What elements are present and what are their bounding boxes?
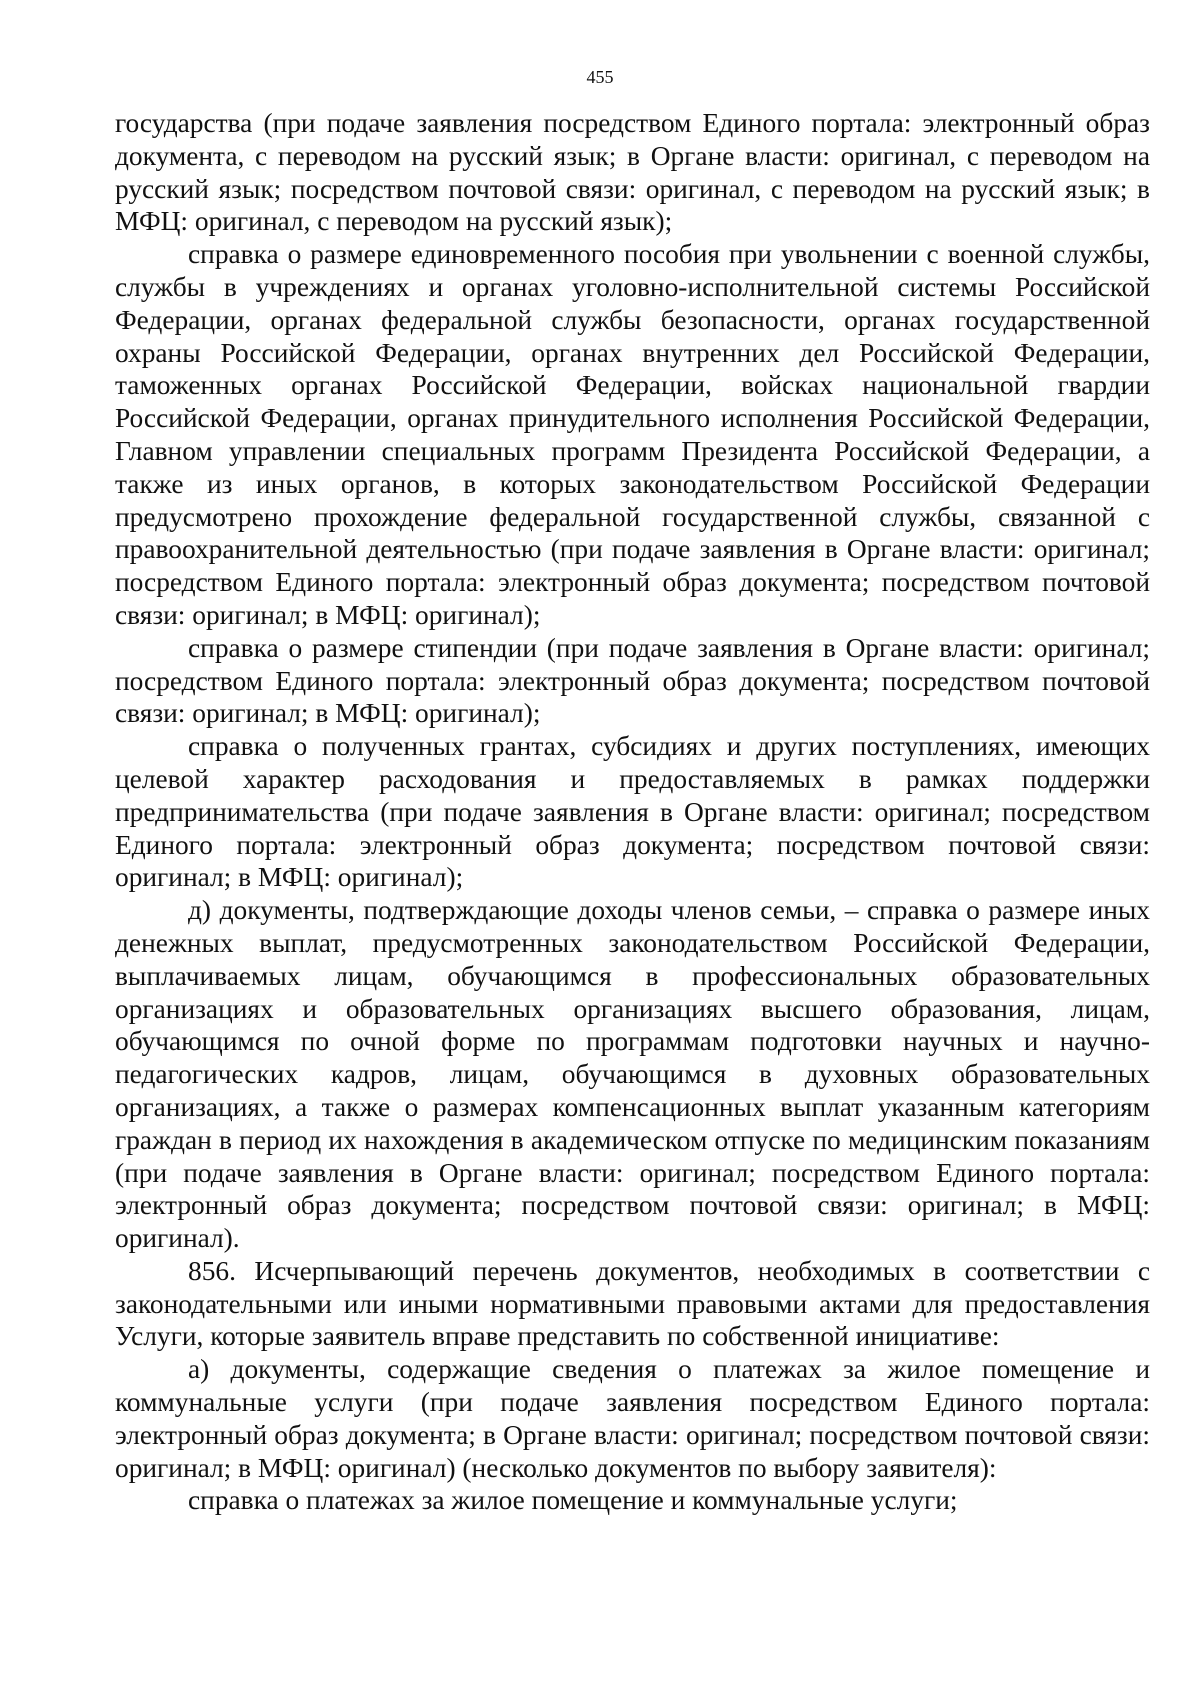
- page-number: 455: [586, 67, 614, 87]
- document-body: [115, 107, 1150, 1517]
- paragraph-continuation: государства (при подаче заявления посредством Единого портала: электронный образ документа, с переводом на русский язык; в Органе власти: оригинал, с переводом на русский язык; посредством почтовой связи: оригинал, с переводом на русский язык; в МФЦ: оригинал, с переводом на русский язык);: [115, 108, 1150, 237]
- paragraph-housing-payments-certificate: справка о платежах за жилое помещение и коммунальные услуги;: [188, 1485, 958, 1516]
- paragraph-severance-certificate: справка о размере единовременного пособия при увольнении с военной службы, службы в учреждениях и органах уголовно-исполнительной системы Российской Федерации, органах федеральной службы безопасности, органах государственной охраны Российской Федерации, органах внутренних дел Российской Федерации, таможенных органах Российской Федерации, войсках национальной гвардии Российской Федерации, органах принудительного исполнения Российской Федерации, Главном управлении специальных программ Президента Российской Федерации, а также из иных органов, в которых законодательством Российской Федерации предусмотрено прохождение федеральной государственной службы, связанной с правоохранительной деятельностью (при подаче заявления в Органе власти: оригинал; посредством Единого портала: электронный образ документа; посредством почтовой связи: оригинал; в МФЦ: оригинал);: [115, 239, 1150, 630]
- paragraph-item-a: а) документы, содержащие сведения о платежах за жилое помещение и коммунальные услуги (при подаче заявления посредством Единого портала: электронный образ документа; в Органе власти: оригинал; посредством почтовой связи: оригинал; в МФЦ: оригинал) (несколько документов по выбору заявителя):: [115, 1354, 1150, 1483]
- paragraph-grants-certificate: справка о полученных грантах, субсидиях и других поступлениях, имеющих целевой характер расходования и предоставляемых в рамках поддержки предпринимательства (при подаче заявления в Органе власти: оригинал; посредством Единого портала: электронный образ документа; посредством почтовой связи: оригинал; в МФЦ: оригинал);: [115, 731, 1150, 893]
- paragraph-stipend-certificate: справка о размере стипендии (при подаче заявления в Органе власти: оригинал; посредством Единого портала: электронный образ документа; посредством почтовой связи: оригинал; в МФЦ: оригинал);: [115, 632, 1150, 729]
- paragraph-item-d: д) документы, подтверждающие доходы членов семьи, – справка о размере иных денежных выплат, предусмотренных законодательством Российской Федерации, выплачиваемых лицам, обучающимся в профессиональных образовательных организациях и образовательных организациях высшего образования, лицам, обучающимся по очной форме по программам подготовки научных и научно-педагогических кадров, лицам, обучающимся в духовных образовательных организациях, а также о размерах компенсационных выплат указанным категориям граждан в период их нахождения в академическом отпуске по медицинским показаниям (при подаче заявления в Органе власти: оригинал; посредством Единого портала: электронный образ документа; посредством почтовой связи: оригинал; в МФЦ: оригинал).: [115, 895, 1150, 1254]
- paragraph-856: 856. Исчерпывающий перечень документов, необходимых в соответствии с законодательными или иными нормативными правовыми актами для предоставления Услуги, которые заявитель вправе представить по собственной инициативе:: [115, 1255, 1150, 1352]
